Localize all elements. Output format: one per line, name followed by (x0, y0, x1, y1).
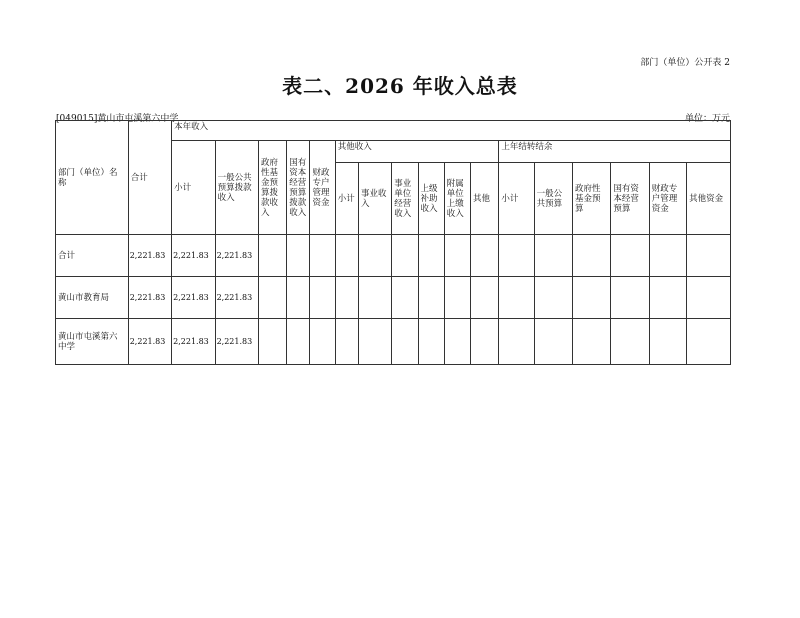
header-ly-subtotal: 小计 (499, 163, 534, 235)
row-name: 黄山市屯溪第六中学 (56, 319, 129, 365)
table-row (56, 319, 731, 365)
table-number: 部门（单位）公开表 2 (640, 58, 730, 68)
header-oi-subsidy: 上级补助收入 (418, 163, 444, 235)
row-total: 2,221.83 (128, 277, 171, 319)
header-oi-subtotal: 小计 (335, 163, 358, 235)
header-ly-special: 财政专户管理资金 (649, 163, 686, 235)
header-cy-fund: 政府性基金预算拨款收入 (258, 141, 286, 235)
organization-code: [049015]黄山市屯溪第六中学 (56, 114, 179, 124)
header-other-income: 其他收入 (335, 141, 499, 163)
header-ly-other: 其他资金 (687, 163, 731, 235)
header-current-year: 本年收入 (172, 121, 731, 141)
header-oi-operating: 事业单位经营收入 (392, 163, 418, 235)
row-name: 黄山市教育局 (56, 277, 129, 319)
row-general: 2,221.83 (215, 277, 258, 319)
unit-label: 单位：万元 (684, 114, 730, 124)
header-dept: 部门（单位）名称 (56, 121, 129, 235)
header-ly-fund: 政府性基金预算 (573, 163, 611, 235)
income-table (55, 120, 731, 365)
header-ly-state: 国有资本经营预算 (611, 163, 649, 235)
header-last-year: 上年结转结余 (499, 141, 731, 163)
header-cy-general: 一般公共预算拨款收入 (215, 141, 258, 235)
row-subtotal: 2,221.83 (172, 319, 215, 365)
row-general: 2,221.83 (215, 235, 258, 277)
header-total: 合计 (128, 121, 171, 235)
header-cy-special: 财政专户管理资金 (310, 141, 335, 235)
row-subtotal: 2,221.83 (172, 277, 215, 319)
header-oi-other: 其他 (471, 163, 499, 235)
header-ly-general: 一般公共预算 (534, 163, 572, 235)
row-name: 合计 (56, 235, 129, 277)
row-subtotal: 2,221.83 (172, 235, 215, 277)
header-cy-subtotal: 小计 (172, 141, 215, 235)
table-row (56, 235, 731, 277)
page-title: 表二、2026 年收入总表 (282, 74, 518, 98)
header-oi-business: 事业收入 (358, 163, 391, 235)
row-general: 2,221.83 (215, 319, 258, 365)
row-total: 2,221.83 (128, 319, 171, 365)
row-total: 2,221.83 (128, 235, 171, 277)
header-oi-affiliate: 附属单位上缴收入 (444, 163, 470, 235)
table-row (56, 277, 731, 319)
header-cy-state: 国有资本经营预算拨款收入 (287, 141, 310, 235)
